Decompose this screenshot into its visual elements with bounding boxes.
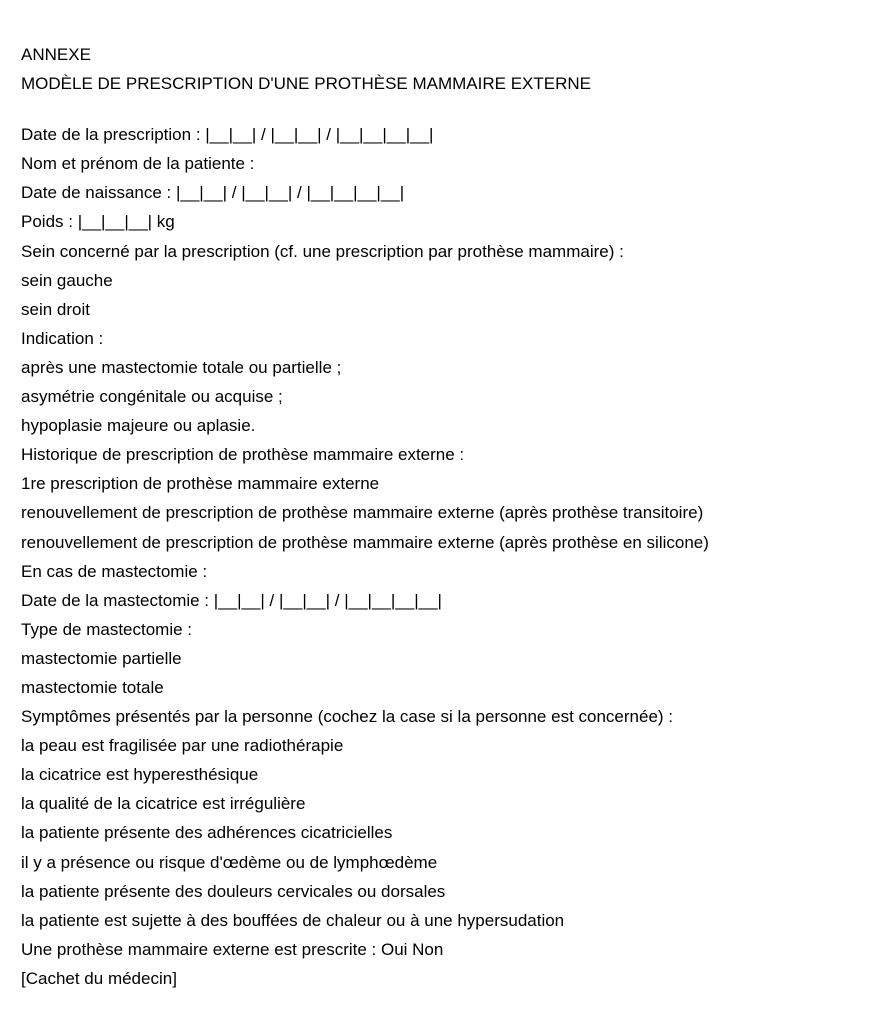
symptom-adhesions: la patiente présente des adhérences cicatricielles <box>21 823 393 843</box>
weight-field: Poids : |__|__|__| kg <box>21 212 175 232</box>
indication-option-mastectomy: après une mastectomie totale ou partielle ; <box>21 357 342 377</box>
birth-date-field: Date de naissance : |__|__| / |__|__| / |__|__|__|__| <box>21 183 405 203</box>
history-heading: Historique de prescription de prothèse mammaire externe : <box>21 445 465 465</box>
prescription-date-field: Date de la prescription : |__|__| / |__|__| / |__|__|__|__| <box>21 125 434 145</box>
history-option-first: 1re prescription de prothèse mammaire externe <box>21 474 380 494</box>
symptom-back-pain: la patiente présente des douleurs cervicales ou dorsales <box>21 881 446 901</box>
symptom-edema: il y a présence ou risque d'œdème ou de lymphœdème <box>21 852 438 872</box>
mastectomy-type-heading: Type de mastectomie : <box>21 619 193 639</box>
spacer <box>21 98 871 120</box>
symptom-hot-flashes: la patiente est sujette à des bouffées de chaleur ou à une hypersudation <box>21 910 565 930</box>
mastectomy-type-total: mastectomie totale <box>21 677 164 697</box>
symptom-irregular-scar: la qualité de la cicatrice est irrégulière <box>21 794 306 814</box>
patient-name-field: Nom et prénom de la patiente : <box>21 154 255 174</box>
symptoms-heading: Symptômes présentés par la personne (cochez la case si la personne est concernée) : <box>21 707 674 727</box>
indication-option-asymmetry: asymétrie congénitale ou acquise ; <box>21 387 283 407</box>
symptom-radiotherapy: la peau est fragilisée par une radiothérapie <box>21 736 344 756</box>
symptom-hyperesthesia: la cicatrice est hyperesthésique <box>21 765 259 785</box>
doctor-stamp: [Cachet du médecin] <box>21 968 177 988</box>
annex-label: ANNEXE <box>21 45 91 64</box>
mastectomy-type-partial: mastectomie partielle <box>21 648 182 668</box>
history-option-renewal-transitional: renouvellement de prescription de prothèse mammaire externe (après prothèse transitoire) <box>21 503 704 523</box>
prescription-document <box>21 40 871 993</box>
indication-option-hypoplasia: hypoplasie majeure ou aplasie. <box>21 416 256 436</box>
document-title: MODÈLE DE PRESCRIPTION D'UNE PROTHÈSE MAMMAIRE EXTERNE <box>21 74 591 94</box>
option-right-breast: sein droit <box>21 299 90 319</box>
option-left-breast: sein gauche <box>21 270 113 290</box>
breast-concerned-heading: Sein concerné par la prescription (cf. une prescription par prothèse mammaire) : <box>21 241 624 261</box>
prescribed-question: Une prothèse mammaire externe est prescrite : Oui Non <box>21 939 444 959</box>
indication-heading: Indication : <box>21 328 104 348</box>
mastectomy-heading: En cas de mastectomie : <box>21 561 208 581</box>
history-option-renewal-silicone: renouvellement de prescription de prothèse mammaire externe (après prothèse en silicone) <box>21 532 709 552</box>
mastectomy-date-field: Date de la mastectomie : |__|__| / |__|__| / |__|__|__|__| <box>21 590 442 610</box>
